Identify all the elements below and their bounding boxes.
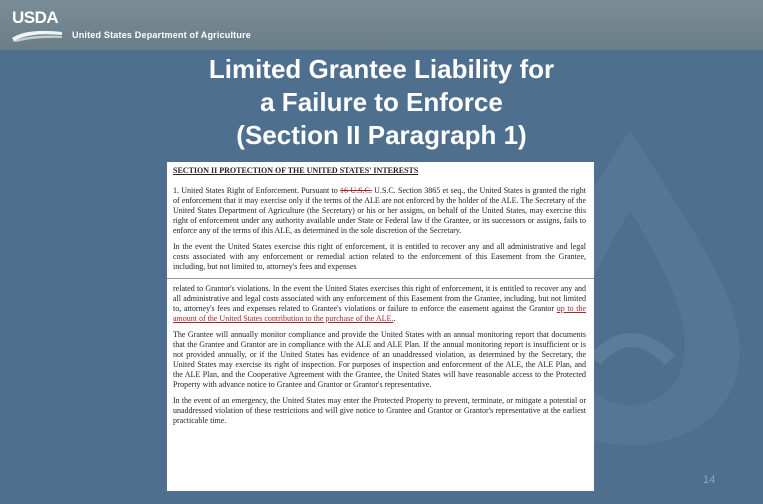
p3-end: . — [393, 314, 396, 323]
p3-inserted-text: up to the amount of the United States contribution to the purchase of the ALE. — [173, 304, 587, 323]
paragraph-right-of-enforcement — [173, 186, 586, 236]
title-line-2: a Failure to Enforce — [260, 87, 503, 117]
usda-logo-text: USDA — [12, 8, 59, 27]
slide-title — [140, 53, 623, 152]
p1-start: 1. United States Right of Enforcement. Pursuant to — [173, 186, 341, 195]
paragraph-grantor-violations — [173, 284, 586, 324]
title-line-3: (Section II Paragraph 1) — [236, 120, 527, 150]
paragraph-annual-monitoring: The Grantee will annually monitor compliance and provide the United States with an annual monitoring report that documents that the Grantee and Grantor are in compliance with the ALE and ALE Plan. If the annual monitoring report is insufficient or is not provided annually, or if the United States has evidence of an unaddressed violation, as determined by the Secretary, the United States may exercise its right of inspection. For purposes of inspection and enforcement of the ALE, the ALE Plan, and the ALE Plan, and the Cooperative Agreement with the Grantee, the United States will have reasonable access to the Protected Property with advance notice to Grantee and Grantor or Grantor's representative. — [173, 330, 586, 389]
excerpt-divider — [167, 278, 594, 279]
department-name: United States Department of Agriculture — [72, 30, 251, 40]
p1-strikethrough: 16 U.S.C. — [340, 186, 372, 195]
usda-swoosh-icon — [12, 28, 62, 42]
paragraph-emergency: In the event of an emergency, the United States may enter the Protected Property to prevent, terminate, or mitigate a potential or unaddressed violation of these restrictions and will give notice to Grantee and Grantor or Grantor's representative at the earliest practicable time. — [173, 396, 586, 425]
usda-logo — [12, 8, 62, 42]
document-excerpt — [167, 162, 594, 491]
title-line-1: Limited Grantee Liability for — [208, 54, 555, 84]
p1-rest: U.S.C. Section 3865 et seq., the United States is granted the right of enforcement that it may exercise only if the terms of the ALE are not enforced by the holder of the ALE. The Secretary of the United States Department of Agriculture (the Secretary) or his or her assigns, on behalf of the United States, may exercise this right of enforcement under any authority available under State or Federal law if the Grantee, or its successors or assigns, fails to enforce any of the terms of this ALE, as determined in the sole discretion of the Secretary. — [173, 186, 587, 235]
p3-start: related to Grantor's violations. In the event the United States exercises this right of enforcement, it is entitled to recover any and all administrative and legal costs associated with any enforcement of this Easement from the Grantee, including, but not limited to, attorney's fees and expenses related to Grantee's violations or failure to enforce the easement against the Grantor — [173, 284, 586, 313]
section-heading: SECTION II PROTECTION OF THE UNITED STATES' INTERESTS — [173, 166, 419, 175]
usda-header-bar — [0, 0, 763, 50]
paragraph-recover-costs: In the event the United States exercise this right of enforcement, it is entitled to recover any and all administrative and legal costs associated with any enforcement or remedial action related to the enforcement of this Easement from the Grantee, including, but not limited to, attorney's fees and expenses — [173, 242, 586, 271]
page-number: 14 — [703, 474, 716, 486]
